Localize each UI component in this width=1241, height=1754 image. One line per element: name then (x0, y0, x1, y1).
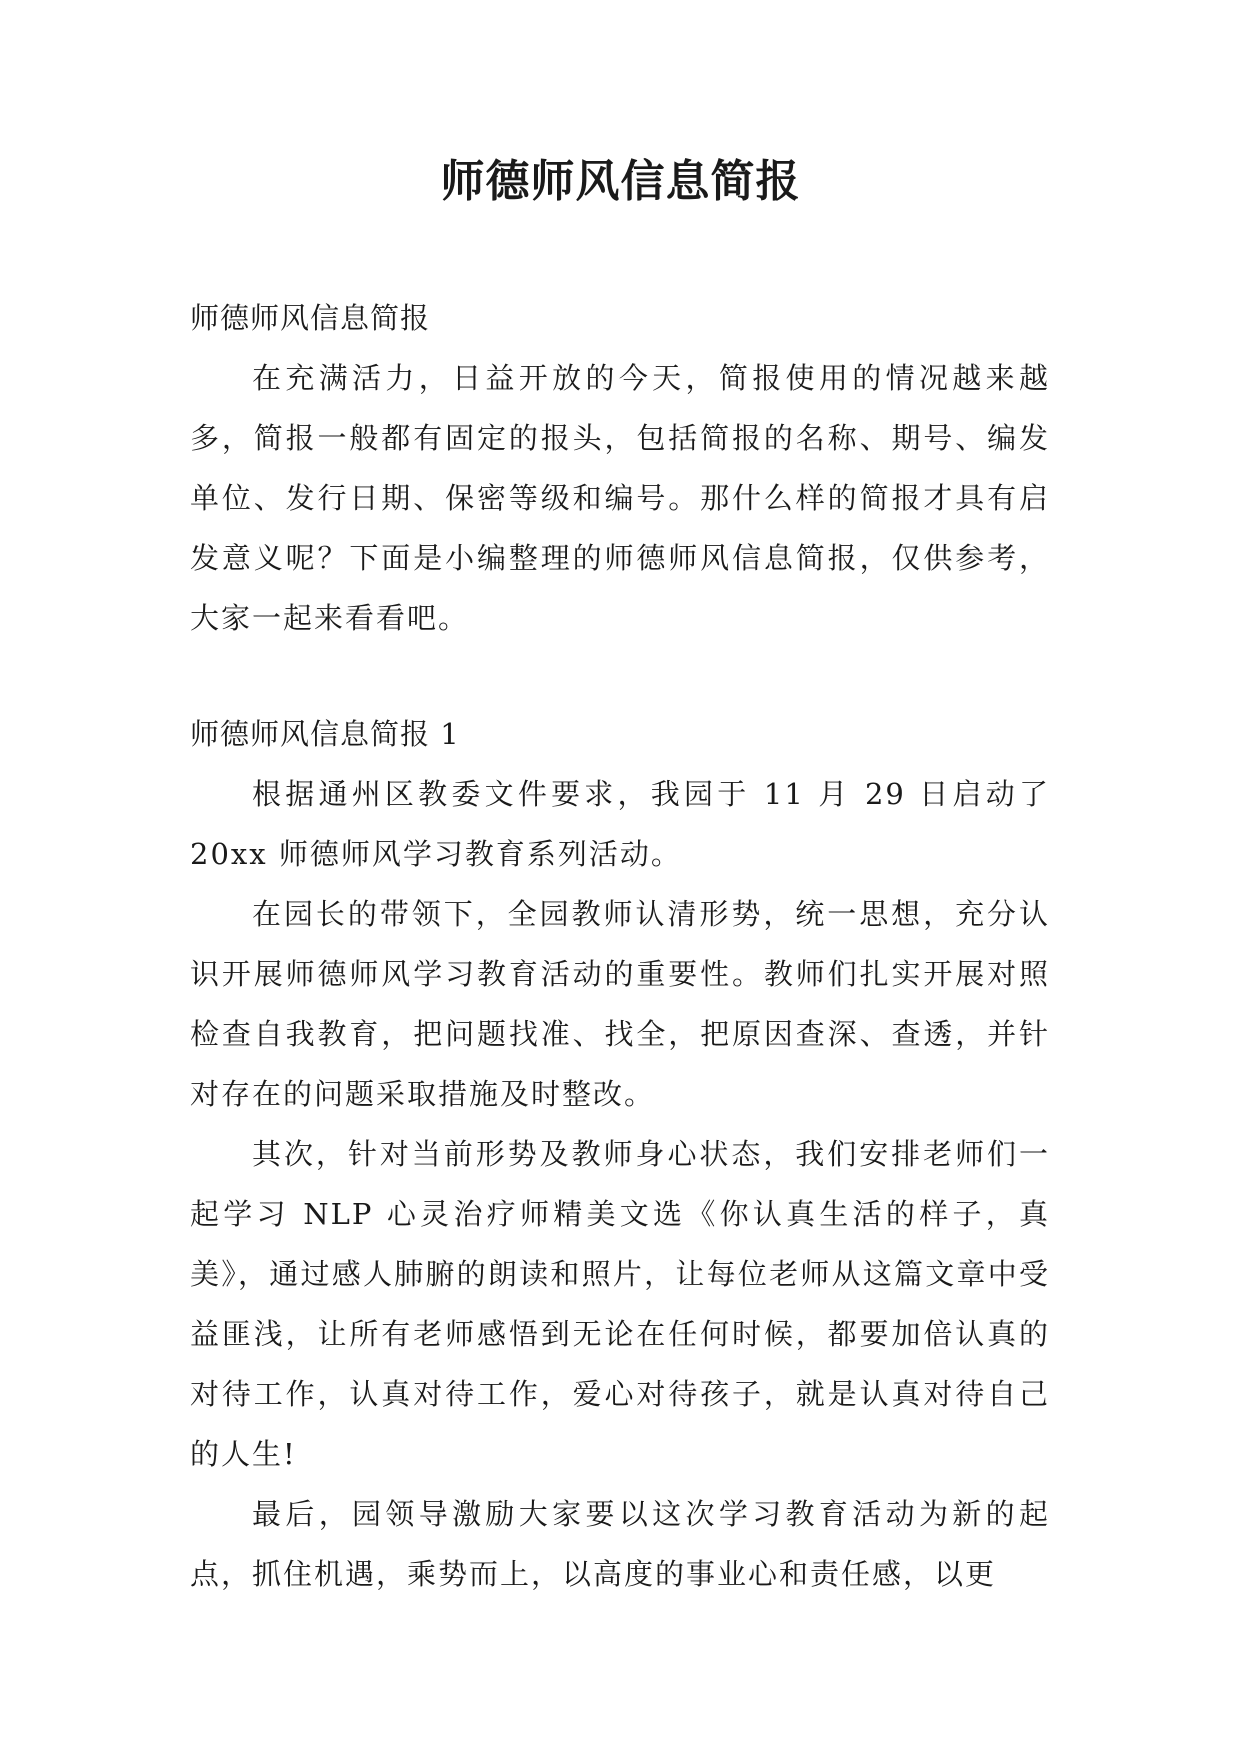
document-body (190, 288, 1050, 1604)
section1-paragraph-1: 根据通州区教委文件要求，我园于 11 月 29 日启动了 20xx 师德师风学习教育系列活动。 (190, 777, 1050, 871)
intro-heading: 师德师风信息简报 (190, 301, 431, 335)
section1-heading: 师德师风信息简报 1 (190, 717, 460, 751)
section-spacer (190, 648, 1050, 704)
document-title: 师德师风信息简报 (440, 156, 801, 207)
section1-paragraph-2: 在园长的带领下，全园教师认清形势，统一思想，充分认识开展师德师风学习教育活动的重要性。教师们扎实开展对照检查自我教育，把问题找准、找全，把原因查深、查透，并针对存在的问题采取措施及时整改。 (190, 897, 1050, 1111)
intro-paragraph: 在充满活力，日益开放的今天，简报使用的情况越来越多，简报一般都有固定的报头，包括简报的名称、期号、编发单位、发行日期、保密等级和编号。那什么样的简报才具有启发意义呢？下面是小编整理的师德师风信息简报，仅供参考，大家一起来看看吧。 (190, 361, 1050, 635)
section1-paragraph-3: 其次，针对当前形势及教师身心状态，我们安排老师们一起学习 NLP 心灵治疗师精美文选《你认真生活的样子，真美》，通过感人肺腑的朗读和照片，让每位老师从这篇文章中受益匪浅，让所有老师感悟到无论在任何时候，都要加倍认真的对待工作，认真对待工作，爱心对待孩子，就是认真对待自己的人生! (190, 1137, 1050, 1471)
section1-paragraph-4: 最后，园领导激励大家要以这次学习教育活动为新的起点，抓住机遇，乘势而上，以高度的事业心和责任感，以更 (190, 1497, 1050, 1591)
